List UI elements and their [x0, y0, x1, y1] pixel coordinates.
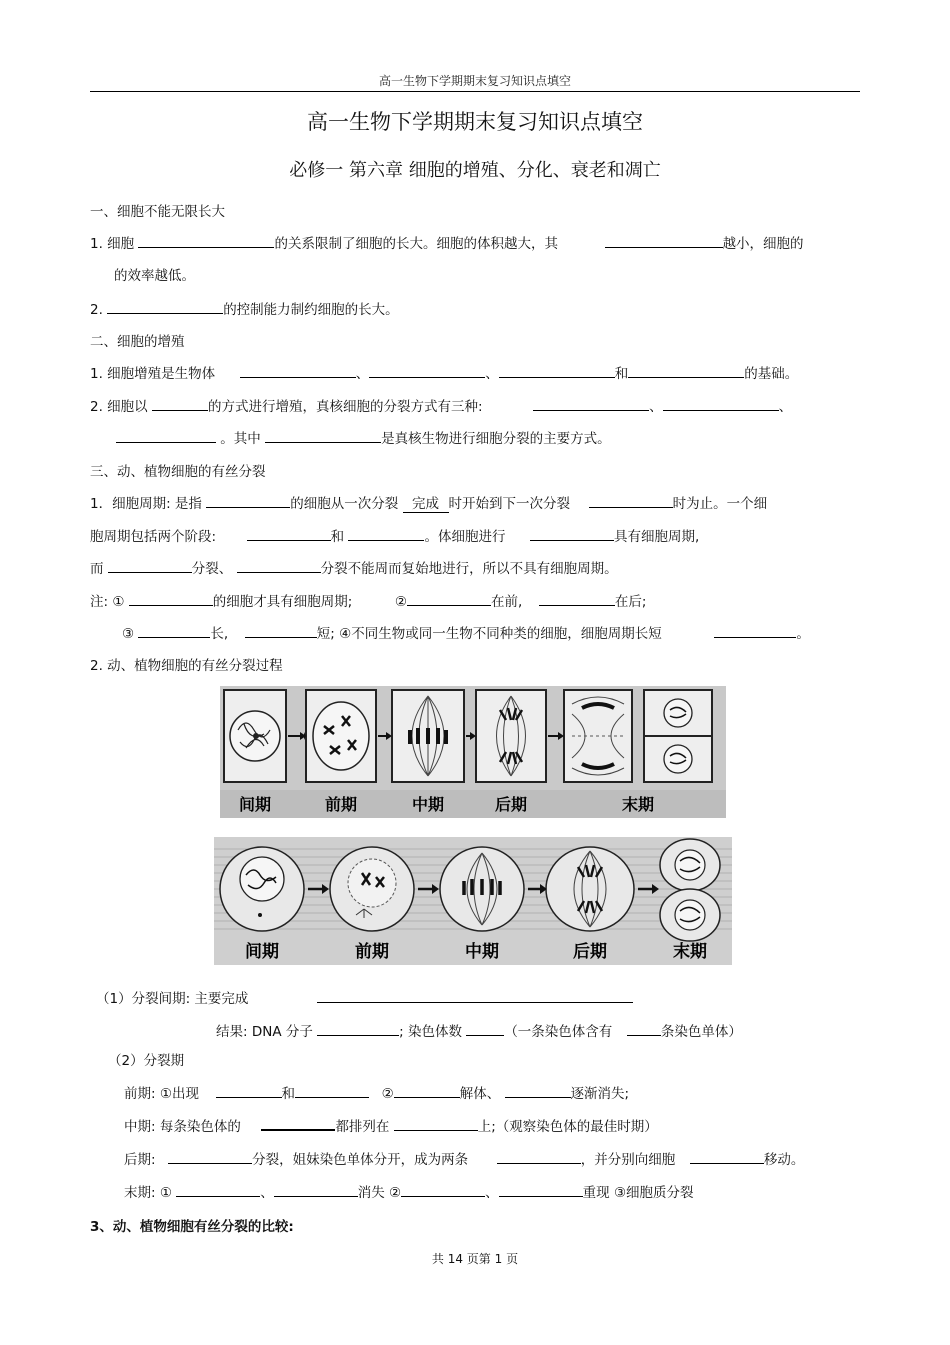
- blank[interactable]: [317, 1021, 399, 1036]
- blank[interactable]: [216, 1083, 282, 1098]
- s1-text: 2.: [90, 302, 103, 318]
- mitosis-text: 和: [281, 1086, 296, 1102]
- s3-line1: [90, 492, 767, 513]
- s1-line1: [90, 232, 804, 252]
- blank[interactable]: [628, 363, 744, 378]
- blank[interactable]: [530, 526, 614, 541]
- s2-line2: [90, 395, 792, 415]
- s3-text: 胞周期包括两个阶段:: [90, 529, 217, 545]
- s2-text: 、: [649, 399, 663, 415]
- s3-line3: [90, 557, 618, 577]
- animal-label-metaphase: 中期: [465, 942, 499, 962]
- blank[interactable]: [317, 988, 633, 1003]
- blank[interactable]: [533, 396, 649, 411]
- blank[interactable]: [497, 1149, 581, 1164]
- s3-text: 。: [796, 626, 810, 642]
- plant-cell-telophase-early: [564, 690, 632, 782]
- s3-note1: [90, 590, 646, 610]
- blank[interactable]: [690, 1149, 764, 1164]
- s3-text: 和: [330, 529, 345, 545]
- mitosis-text: 分裂，姐妹染色单体分开，成为两条: [252, 1152, 469, 1168]
- blank[interactable]: [265, 428, 381, 443]
- interphase-text: ; 染色体数: [399, 1024, 463, 1040]
- mitosis-text: 消失 ②: [357, 1185, 402, 1201]
- filled-blank: 完成: [403, 492, 449, 513]
- interphase-text: 结果: DNA 分子: [216, 1024, 313, 1040]
- s2-text: 的基础。: [744, 366, 799, 382]
- blank[interactable]: [237, 558, 321, 573]
- s3-text: 1．细胞周期: 是指: [90, 496, 202, 512]
- s3-text: 而: [90, 561, 104, 577]
- s3-text: 注: ①: [90, 594, 125, 610]
- plant-label-metaphase: 中期: [411, 795, 445, 814]
- mitosis-text: 、: [260, 1185, 274, 1201]
- blank[interactable]: [206, 493, 290, 508]
- s3-text: 时为止。一个细: [672, 496, 768, 512]
- animal-label-anaphase: 后期: [573, 942, 607, 962]
- animal-cell-prophase: [330, 847, 414, 931]
- interphase-text: （1）分裂间期: 主要完成: [96, 991, 249, 1007]
- s1-text: 的关系限制了细胞的长大。细胞的体积越大，其: [274, 236, 558, 252]
- s3-text: 。体细胞进行: [424, 529, 506, 545]
- blank[interactable]: [107, 299, 223, 314]
- plant-cell-metaphase: [392, 690, 464, 782]
- s3-line2: [90, 525, 699, 545]
- mitosis-heading: （2）分裂期: [108, 1053, 185, 1069]
- mitosis-text: 后期:: [124, 1152, 156, 1168]
- s3-text: ②: [394, 594, 408, 610]
- s2-text: 。其中: [220, 431, 261, 447]
- animal-cell-metaphase: [440, 847, 524, 931]
- s2-text: 、: [485, 366, 499, 382]
- prophase-line: [124, 1082, 629, 1102]
- mitosis-text: ②: [381, 1086, 394, 1102]
- s2-line1: [90, 362, 798, 382]
- mitosis-text: ，并分别向细胞: [580, 1152, 676, 1168]
- s2-text: 1. 细胞增殖是生物体: [90, 366, 216, 382]
- chapter-subtitle: 必修一 第六章 细胞的增殖、分化、衰老和凋亡: [289, 160, 661, 181]
- blank[interactable]: [261, 1115, 335, 1131]
- section3-comparison-heading: 3、动、植物细胞有丝分裂的比较:: [90, 1219, 294, 1235]
- mitosis-text: 末期: ①: [124, 1185, 172, 1201]
- blank[interactable]: [714, 623, 796, 638]
- blank[interactable]: [240, 363, 356, 378]
- section3-heading: 三、动、植物细胞的有丝分裂: [90, 464, 266, 480]
- s3-text: 分裂不能周而复始地进行，所以不具有细胞周期。: [320, 561, 618, 577]
- plant-label-anaphase: 后期: [494, 795, 528, 814]
- blank[interactable]: [539, 591, 615, 606]
- blank[interactable]: [348, 526, 424, 541]
- blank[interactable]: [116, 428, 216, 443]
- s2-text: 是真核生物进行细胞分裂的主要方式。: [381, 431, 611, 447]
- blank[interactable]: [274, 1182, 358, 1197]
- header-rule: [90, 91, 860, 92]
- s2-text: 的方式进行增殖，真核细胞的分裂方式有三种:: [207, 399, 483, 415]
- s3-line4: 2. 动、植物细胞的有丝分裂过程: [90, 658, 283, 674]
- blank[interactable]: [245, 623, 317, 638]
- telophase-line: [124, 1181, 694, 1201]
- animal-cell-interphase: [220, 847, 304, 931]
- animal-label-prophase: 前期: [355, 942, 389, 962]
- blank[interactable]: [138, 623, 210, 638]
- blank[interactable]: [466, 1021, 504, 1036]
- blank[interactable]: [394, 1083, 460, 1098]
- animal-label-interphase: 间期: [245, 942, 279, 962]
- blank[interactable]: [138, 233, 274, 248]
- s3-text: 的细胞才具有细胞周期;: [212, 594, 353, 610]
- s1-text: 的效率越低。: [114, 268, 195, 284]
- plant-cell-prophase: [306, 690, 376, 782]
- page-title: 高一生物下学期期末复习知识点填空: [307, 110, 643, 134]
- section2-heading: 二、细胞的增殖: [90, 334, 185, 350]
- animal-mitosis-figure: [214, 837, 732, 965]
- s3-text: 的细胞从一次分裂: [290, 496, 399, 512]
- anaphase-line: [124, 1148, 804, 1168]
- blank[interactable]: [499, 363, 615, 378]
- plant-label-interphase: 间期: [238, 795, 272, 814]
- running-header: 高一生物下学期期末复习知识点填空: [378, 74, 571, 88]
- blank[interactable]: [369, 363, 485, 378]
- blank[interactable]: [152, 396, 208, 411]
- s3-text: 短; ④不同生物或同一生物不同种类的细胞，细胞周期长短: [316, 626, 662, 642]
- interphase-text: （一条染色体含有: [504, 1024, 613, 1040]
- mitosis-text: 都排列在: [335, 1119, 390, 1135]
- mitosis-text: 解体、: [459, 1086, 501, 1102]
- blank[interactable]: [394, 1116, 478, 1131]
- mitosis-text: 前期: ①出现: [124, 1086, 199, 1102]
- animal-cell-anaphase: [546, 847, 634, 931]
- mitosis-text: 移动。: [763, 1152, 805, 1168]
- mitosis-text: 逐渐消失;: [570, 1086, 630, 1102]
- metaphase-line: [124, 1115, 658, 1135]
- mitosis-text: 上;（观察染色体的最佳时期）: [477, 1119, 658, 1135]
- section1-heading: 一、细胞不能无限长大: [90, 204, 225, 220]
- blank[interactable]: [295, 1083, 369, 1098]
- interphase-line2: [216, 1020, 742, 1040]
- blank[interactable]: [168, 1149, 252, 1164]
- s2-text: 和: [614, 366, 629, 382]
- blank[interactable]: [247, 526, 331, 541]
- mitosis-text: 中期: 每条染色体的: [124, 1119, 241, 1135]
- s1-text: 1. 细胞: [90, 236, 135, 252]
- s2-text: 2. 细胞以: [90, 399, 148, 415]
- blank[interactable]: [505, 1083, 571, 1098]
- s3-text: 长,: [210, 626, 229, 642]
- blank[interactable]: [108, 558, 192, 573]
- interphase-line1: [96, 987, 633, 1007]
- s2-text: 、: [778, 399, 793, 415]
- blank[interactable]: [407, 591, 491, 606]
- blank[interactable]: [499, 1182, 583, 1197]
- s2-text: 、: [355, 366, 370, 382]
- blank[interactable]: [663, 396, 779, 411]
- interphase-text: 条染色单体）: [660, 1024, 742, 1040]
- s3-note2: [122, 622, 810, 642]
- s3-text: 具有细胞周期,: [614, 529, 700, 545]
- mitosis-text: 重现 ③细胞质分裂: [582, 1185, 694, 1201]
- s3-text: 在后;: [614, 594, 647, 610]
- mitosis-text: 、: [485, 1185, 499, 1201]
- animal-label-telophase: 末期: [673, 942, 707, 962]
- plant-label-prophase: 前期: [324, 795, 358, 814]
- s2-line3: [116, 427, 611, 447]
- s3-text: 时开始到下一次分裂: [448, 496, 571, 512]
- blank[interactable]: [129, 591, 213, 606]
- plant-cell-interphase: [224, 690, 286, 782]
- blank[interactable]: [176, 1182, 260, 1197]
- plant-cell-telophase-late: [644, 690, 712, 782]
- blank[interactable]: [627, 1021, 661, 1036]
- s1-line2: [90, 298, 399, 318]
- blank[interactable]: [589, 493, 673, 508]
- blank[interactable]: [605, 233, 723, 248]
- plant-label-telophase: 末期: [621, 795, 655, 814]
- s3-text: 分裂、: [191, 561, 233, 577]
- s3-text: 在前,: [491, 594, 523, 610]
- s1-text: 的控制能力制约细胞的长大。: [223, 302, 399, 318]
- s1-text: 越小，细胞的: [722, 236, 804, 252]
- s3-text: ③: [122, 626, 135, 642]
- blank[interactable]: [401, 1182, 485, 1197]
- page-footer: 共 14 页第 1 页: [431, 1252, 519, 1266]
- plant-mitosis-figure: [220, 686, 726, 818]
- plant-cell-anaphase: [476, 690, 546, 782]
